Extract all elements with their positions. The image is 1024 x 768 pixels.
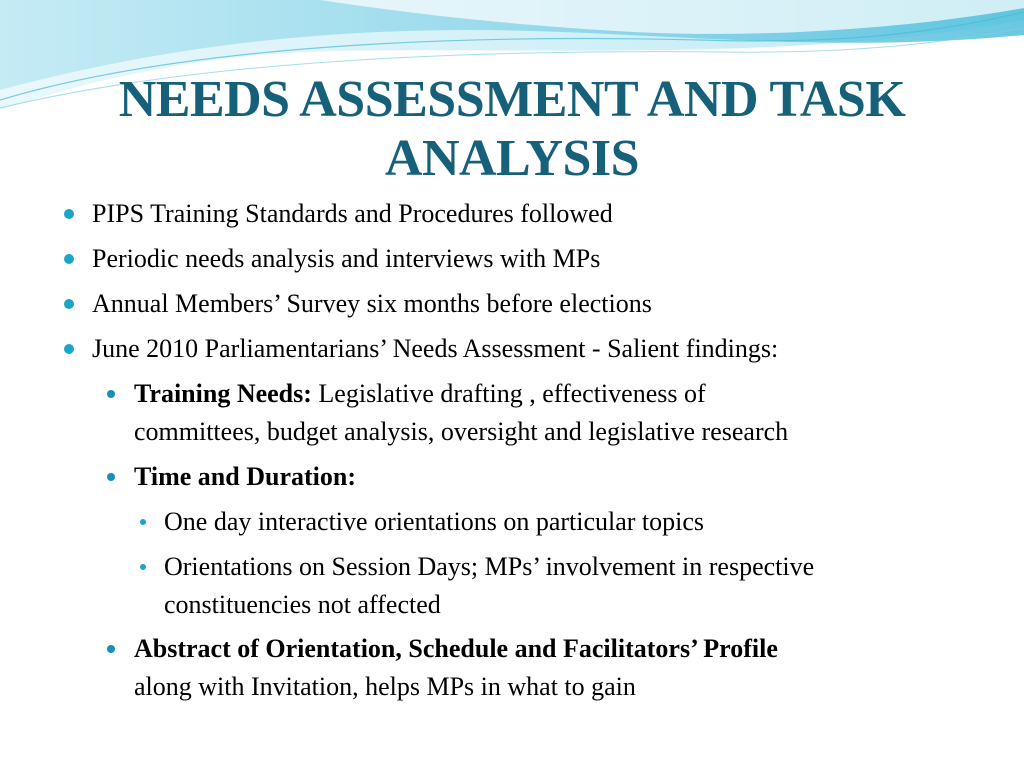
bullet-dot-icon xyxy=(140,564,146,570)
bullet-dot-icon xyxy=(64,209,74,219)
title-line-2: ANALYSIS xyxy=(384,130,640,187)
bullet-item xyxy=(92,285,972,323)
bullet-dot-icon xyxy=(107,645,115,653)
bullet-dot-icon xyxy=(107,473,115,481)
sub-sub-bullet-item xyxy=(164,503,984,541)
sub-bullet-time-duration xyxy=(134,458,994,496)
bullet-dot-icon xyxy=(64,299,74,309)
abstract-label: Abstract of Orientation, Schedule and Facilitators’ Profile xyxy=(134,634,778,663)
bullet-text-cont: constituencies not affected xyxy=(164,590,441,619)
bullet-item xyxy=(92,195,972,233)
bullet-text: Orientations on Session Days; MPs’ involvement in respective xyxy=(164,552,815,581)
title-line-1: NEEDS ASSESSMENT AND TASK xyxy=(118,71,906,128)
training-needs-label: Training Needs: xyxy=(134,379,312,408)
sub-bullet-abstract xyxy=(134,630,994,706)
training-needs-text: Legislative drafting , effectiveness of xyxy=(311,379,706,408)
abstract-text: along with Invitation, helps MPs in what to gain xyxy=(134,672,636,701)
bullet-text: PIPS Training Standards and Procedures followed xyxy=(92,199,613,228)
bullet-dot-icon xyxy=(107,390,115,398)
slide-title xyxy=(60,70,964,188)
bullet-dot-icon xyxy=(140,519,146,525)
bullet-text: June 2010 Parliamentarians’ Needs Assessment - Salient findings: xyxy=(92,334,779,363)
bullet-dot-icon xyxy=(64,254,74,264)
sub-bullet-training-needs xyxy=(134,375,994,451)
bullet-dot-icon xyxy=(64,344,74,354)
sub-sub-bullet-item xyxy=(164,548,984,624)
bullet-text: One day interactive orientations on particular topics xyxy=(164,507,705,536)
training-needs-text-cont: committees, budget analysis, oversight and legislative research xyxy=(134,417,789,446)
bullet-text: Annual Members’ Survey six months before elections xyxy=(92,289,652,318)
time-duration-label: Time and Duration: xyxy=(134,462,356,491)
bullet-item xyxy=(92,330,972,368)
bullet-text: Periodic needs analysis and interviews with MPs xyxy=(92,244,601,273)
bullet-item xyxy=(92,240,972,278)
